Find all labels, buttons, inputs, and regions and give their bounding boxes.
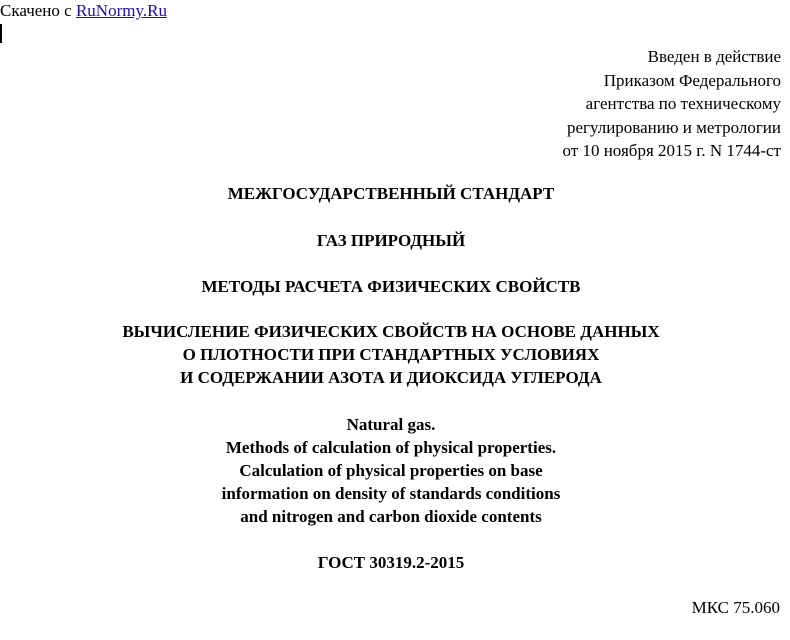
english-title-line: Calculation of physical properties on base [239,461,543,480]
english-title-line: information on density of standards conditions [221,484,561,503]
source-line [0,1,167,21]
enactment-line: Введен в действие [647,47,781,66]
methods-title-heading [0,275,782,298]
subtitle-line: ВЫЧИСЛЕНИЕ ФИЗИЧЕСКИХ СВОЙСТВ НА ОСНОВЕ ДАННЫХ [122,322,660,341]
enactment-line: Приказом Федерального [603,70,781,90]
subtitle-heading [0,320,782,389]
english-title-line: and nitrogen and carbon dioxide contents [240,507,542,526]
gas-title-heading [0,229,782,252]
enactment-line: регулированию и метрологии [566,117,781,137]
subtitle-line: О ПЛОТНОСТИ ПРИ СТАНДАРТНЫХ УСЛОВИЯХ [182,345,600,364]
standard-type-heading [0,182,782,205]
english-title [0,413,782,528]
english-title-line: Natural gas. [346,415,436,434]
runormy-link[interactable]: RuNormy.Ru [75,1,167,20]
enactment-line: агентства по техническому [585,94,781,113]
gas-title-text: ГАЗ ПРИРОДНЫЙ [316,231,466,250]
source-prefix: Скачено с [0,1,76,20]
mks-code: МКС 75.060 [691,598,780,617]
standard-type-text: МЕЖГОСУДАРСТВЕННЫЙ СТАНДАРТ [227,184,555,203]
text-cursor [0,24,2,43]
methods-title-text: МЕТОДЫ РАСЧЕТА ФИЗИЧЕСКИХ СВОЙСТВ [201,277,581,296]
enactment-line: от 10 ноября 2015 г. N 1744-ст [562,141,781,160]
gost-number-heading [0,551,782,574]
gost-number-text: ГОСТ 30319.2-2015 [317,553,465,572]
subtitle-line: И СОДЕРЖАНИИ АЗОТА И ДИОКСИДА УГЛЕРОДА [180,368,602,387]
english-title-line: Methods of calculation of physical properties. [225,438,557,457]
enactment-note [563,45,782,163]
